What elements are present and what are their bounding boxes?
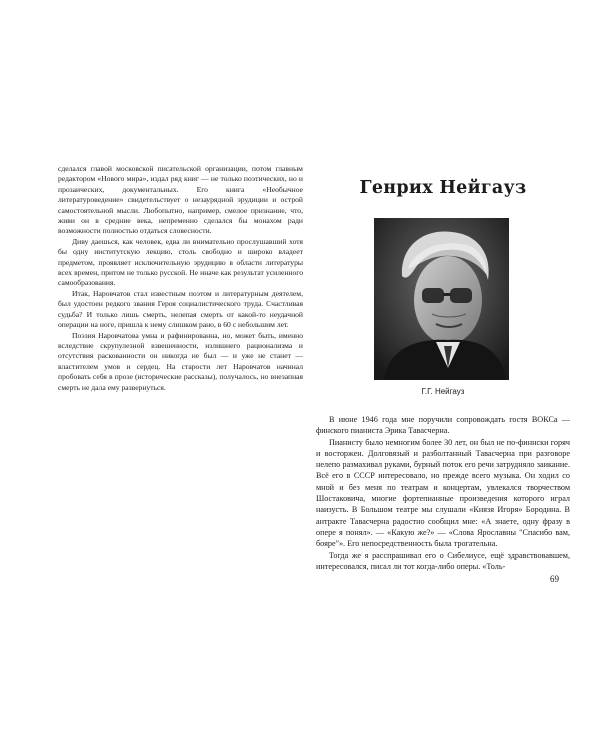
right-page xyxy=(316,178,570,571)
left-paragraph: Поэзия Наровчатова умна и рафинированна, но, может быть, именно вследствие скрупулезной взвешенности, излишнего рационализма и отсутствия раскованности он никогда не был — и уже не станет — властителем умов и сердец. На старости лет Наровчатов начинал пробовать себя в прозе (исторические рассказы), получалось, но внезапная смерть не дала ему развернуться. xyxy=(58,330,303,392)
page-number: 69 xyxy=(550,574,559,584)
portrait-photo xyxy=(374,218,509,380)
chapter-title: Генрих Нейгауз xyxy=(359,178,527,198)
photo-caption: Г.Г. Нейгауз xyxy=(421,387,465,396)
right-page-text xyxy=(316,414,570,572)
left-paragraph: Диву даешься, как человек, едва ли внимательно прослушавший хотя бы одну институтскую лекцию, столь свободно и широко владеет предметом, проявляет исключительную эрудицию в области литературы всех времен, притом не только русской. Не иначе как результат усиленного самообразования. xyxy=(58,236,303,288)
right-paragraph: Пианисту было немногим более 30 лет, он был не по-финнски горяч и восторжен. Долговязый и разболтанный Тавасчерна при разговоре нелепо размахивал руками, бурный поток его речи затрудняло заикание. Всё его в СССР интересовало, но прежде всего музыка. Он ходил со мной и без меня по театрам и концертам, увлекался творчеством Шостаковича, многие фортепианные произведения которого играл наизусть. В Большом театре мы слушали «Князя Игоря» Бородина. В антракте Тавасчерна радостно сообщил мне: «А знаете, одну фразу в опере я понял». — «Какую же?» — «Слова Ярославны "Спасибо вам, бояре"». Его непосредственность была трогательна. xyxy=(316,437,570,549)
left-paragraph: сделался главой московской писательской организации, потом главным редактором «Нового мира», издал ряд книг — не только поэтических, но и прозаических, документальных. Его книга «Необычное литературоведение» свидетельствует о незаурядной эрудиции и острой самостоятельной мысли. Любопытно, например, смелое признание, что, живи он в средние века, непременно сделался бы монахом ради возможности полностью отдаться словесности. xyxy=(58,164,303,236)
right-paragraph: В июне 1946 года мне поручили сопровождать гостя ВОКСа — финского пианиста Эрика Тавасчерна. xyxy=(316,415,570,436)
right-paragraph: Тогда же я расспрашивал его о Сибелиусе, ещё здравствовавшем, интересовался, писал ли тот когда-либо оперы. «Толь- xyxy=(316,550,570,571)
left-page-text xyxy=(58,164,303,393)
portrait-icon xyxy=(374,218,509,380)
left-paragraph: Итак, Наровчатов стал известным поэтом и литературным деятелем, был удостоен редкого звания Героя социалистического труда. Счастливая судьба? И только лишь смерть, нелепая смерть от какой-то неудачной операции на ноге, пришла к нему слишком рано, в 60 с небольшим лет. xyxy=(58,288,303,330)
